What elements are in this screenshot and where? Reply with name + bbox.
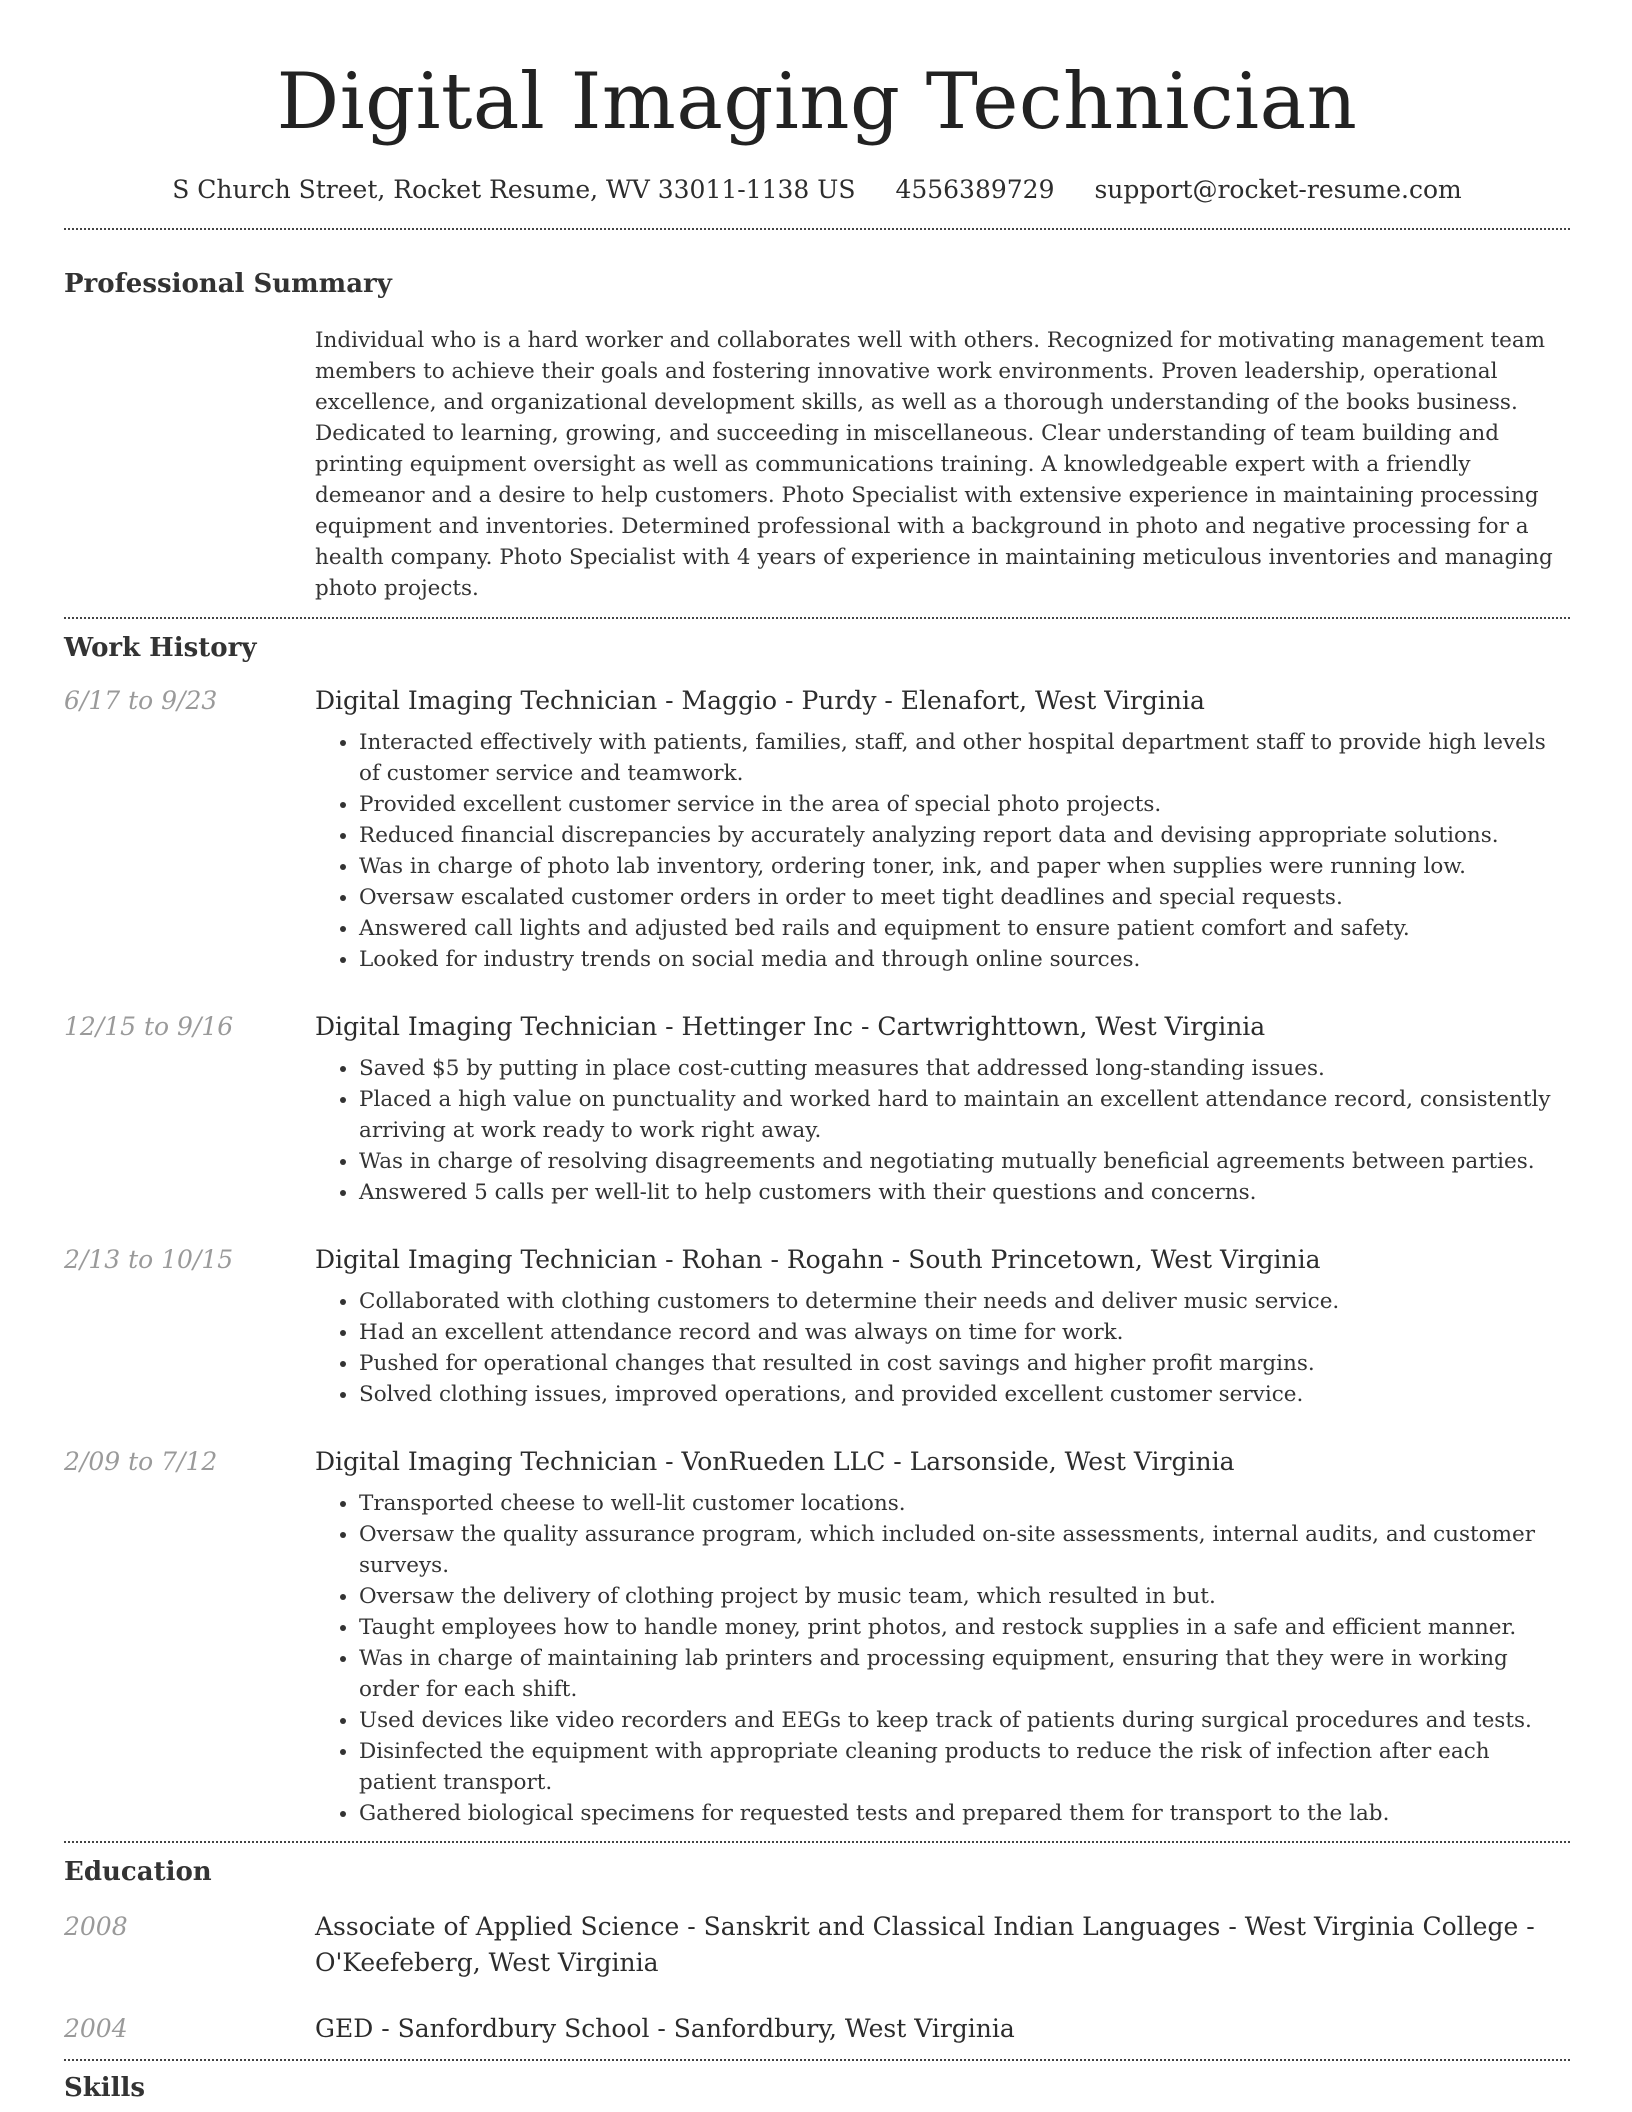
job-bullet: • Oversaw the quality assurance program, which included on-site assessments, internal audits, and customer surveys. (359, 1519, 1570, 1581)
job-bullet: • Disinfected the equipment with appropriate cleaning products to reduce the risk of infection after each patient transport. (359, 1736, 1570, 1798)
resume-page (64, 0, 1570, 2105)
job-bullet: • Oversaw escalated customer orders in order to meet tight deadlines and special requests. (359, 882, 1570, 913)
job-bullet: • Was in charge of maintaining lab printers and processing equipment, ensuring that they were in working order for each shift. (359, 1643, 1570, 1705)
job-bullet: • Was in charge of resolving disagreements and negotiating mutually beneficial agreements between parties. (359, 1146, 1570, 1177)
job-title: Digital Imaging Technician - VonRueden LLC - Larsonside, West Virginia (315, 1447, 1235, 1476)
section-title-summary: Professional Summary (64, 269, 392, 299)
job-bullet: • Answered 5 calls per well-lit to help customers with their questions and concerns. (359, 1177, 1570, 1208)
job-entry (64, 1242, 1570, 1410)
job-bullets (315, 1488, 1570, 1829)
job-bullet: • Taught employees how to handle money, print photos, and restock supplies in a safe and efficient manner. (359, 1612, 1570, 1643)
job-dates: 2/09 to 7/12 (64, 1447, 218, 1476)
job-bullet: • Answered call lights and adjusted bed rails and equipment to ensure patient comfort and safety. (359, 913, 1570, 944)
education-title: Associate of Applied Science - Sanskrit and Classical Indian Languages - West Virginia College - O'Keefeberg, West Virginia (315, 1912, 1535, 1977)
education-year: 2004 (64, 2014, 128, 2043)
section-title-education: Education (64, 1857, 212, 1887)
job-dates: 12/15 to 9/16 (64, 1012, 234, 1041)
job-title: Digital Imaging Technician - Rohan - Rogahn - South Princetown, West Virginia (315, 1245, 1321, 1274)
job-bullet: • Transported cheese to well-lit customer locations. (359, 1488, 1570, 1519)
skills-section (64, 2071, 1570, 2105)
job-bullet: • Oversaw the delivery of clothing project by music team, which resulted in but. (359, 1581, 1570, 1612)
job-bullet: • Collaborated with clothing customers to determine their needs and deliver music service. (359, 1286, 1570, 1317)
job-bullet: • Interacted effectively with patients, families, staff, and other hospital department staff to provide high levels of customer service and teamwork. (359, 727, 1570, 789)
job-bullets (315, 727, 1570, 975)
summary-section (64, 267, 1570, 604)
work-history-section (64, 631, 1570, 1829)
contact-phone: 4556389729 (895, 175, 1055, 204)
job-bullets (315, 1286, 1570, 1410)
job-bullet: • Placed a high value on punctuality and worked hard to maintain an excellent attendance record, consistently arriving at work ready to work right away. (359, 1084, 1570, 1146)
divider (64, 228, 1570, 230)
contact-email: support@rocket-resume.com (1094, 175, 1462, 204)
job-bullet: • Reduced financial discrepancies by accurately analyzing report data and devising appropriate solutions. (359, 820, 1570, 851)
job-bullet: • Gathered biological specimens for requested tests and prepared them for transport to the lab. (359, 1798, 1570, 1829)
contact-address: S Church Street, Rocket Resume, WV 33011-1138 US (172, 175, 856, 204)
job-dates: 2/13 to 10/15 (64, 1245, 234, 1274)
section-title-skills: Skills (64, 2073, 146, 2103)
divider (64, 2059, 1570, 2061)
job-bullet: • Used devices like video recorders and EEGs to keep track of patients during surgical procedures and tests. (359, 1705, 1570, 1736)
job-bullet: • Provided excellent customer service in the area of special photo projects. (359, 789, 1570, 820)
job-bullet: • Saved $5 by putting in place cost-cutting measures that addressed long-standing issues. (359, 1053, 1570, 1084)
divider (64, 617, 1570, 619)
job-bullets (315, 1053, 1570, 1208)
contact-line (64, 172, 1570, 208)
job-bullet: • Had an excellent attendance record and was always on time for work. (359, 1317, 1570, 1348)
section-title-work-history: Work History (64, 633, 257, 663)
job-entry (64, 683, 1570, 975)
job-bullet: • Looked for industry trends on social media and through online sources. (359, 944, 1570, 975)
education-entry (64, 2011, 1570, 2047)
job-title: Digital Imaging Technician - Maggio - Purdy - Elenafort, West Virginia (315, 686, 1205, 715)
education-title: GED - Sanfordbury School - Sanfordbury, West Virginia (315, 2014, 1015, 2043)
resume-name: Digital Imaging Technician (276, 57, 1358, 147)
job-entry (64, 1009, 1570, 1208)
job-dates: 6/17 to 9/23 (64, 686, 218, 715)
job-bullet: • Solved clothing issues, improved operations, and provided excellent customer service. (359, 1379, 1570, 1410)
summary-text: Individual who is a hard worker and collaborates well with others. Recognized for motivating management team members to achieve their goals and fostering innovative work environments. Proven leadership, operational excellence, and organizational development skills, as well as a thorough understanding of the books business. Dedicated to learning, growing, and succeeding in miscellaneous. Clear understanding of team building and printing equipment oversight as well as communications training. A knowledgeable expert with a friendly demeanor and a desire to help customers. Photo Specialist with extensive experience in maintaining processing equipment and inventories. Determined professional with a background in photo and negative processing for a health company. Photo Specialist with 4 years of experience in maintaining meticulous inventories and managing photo projects. (315, 328, 1553, 601)
job-entry (64, 1444, 1570, 1829)
education-section (64, 1855, 1570, 2047)
job-title: Digital Imaging Technician - Hettinger Inc - Cartwrighttown, West Virginia (315, 1012, 1266, 1041)
job-bullet: • Pushed for operational changes that resulted in cost savings and higher profit margins. (359, 1348, 1570, 1379)
education-entry (64, 1909, 1570, 1981)
divider (64, 1841, 1570, 1843)
education-year: 2008 (64, 1912, 128, 1941)
job-bullet: • Was in charge of photo lab inventory, ordering toner, ink, and paper when supplies were running low. (359, 851, 1570, 882)
